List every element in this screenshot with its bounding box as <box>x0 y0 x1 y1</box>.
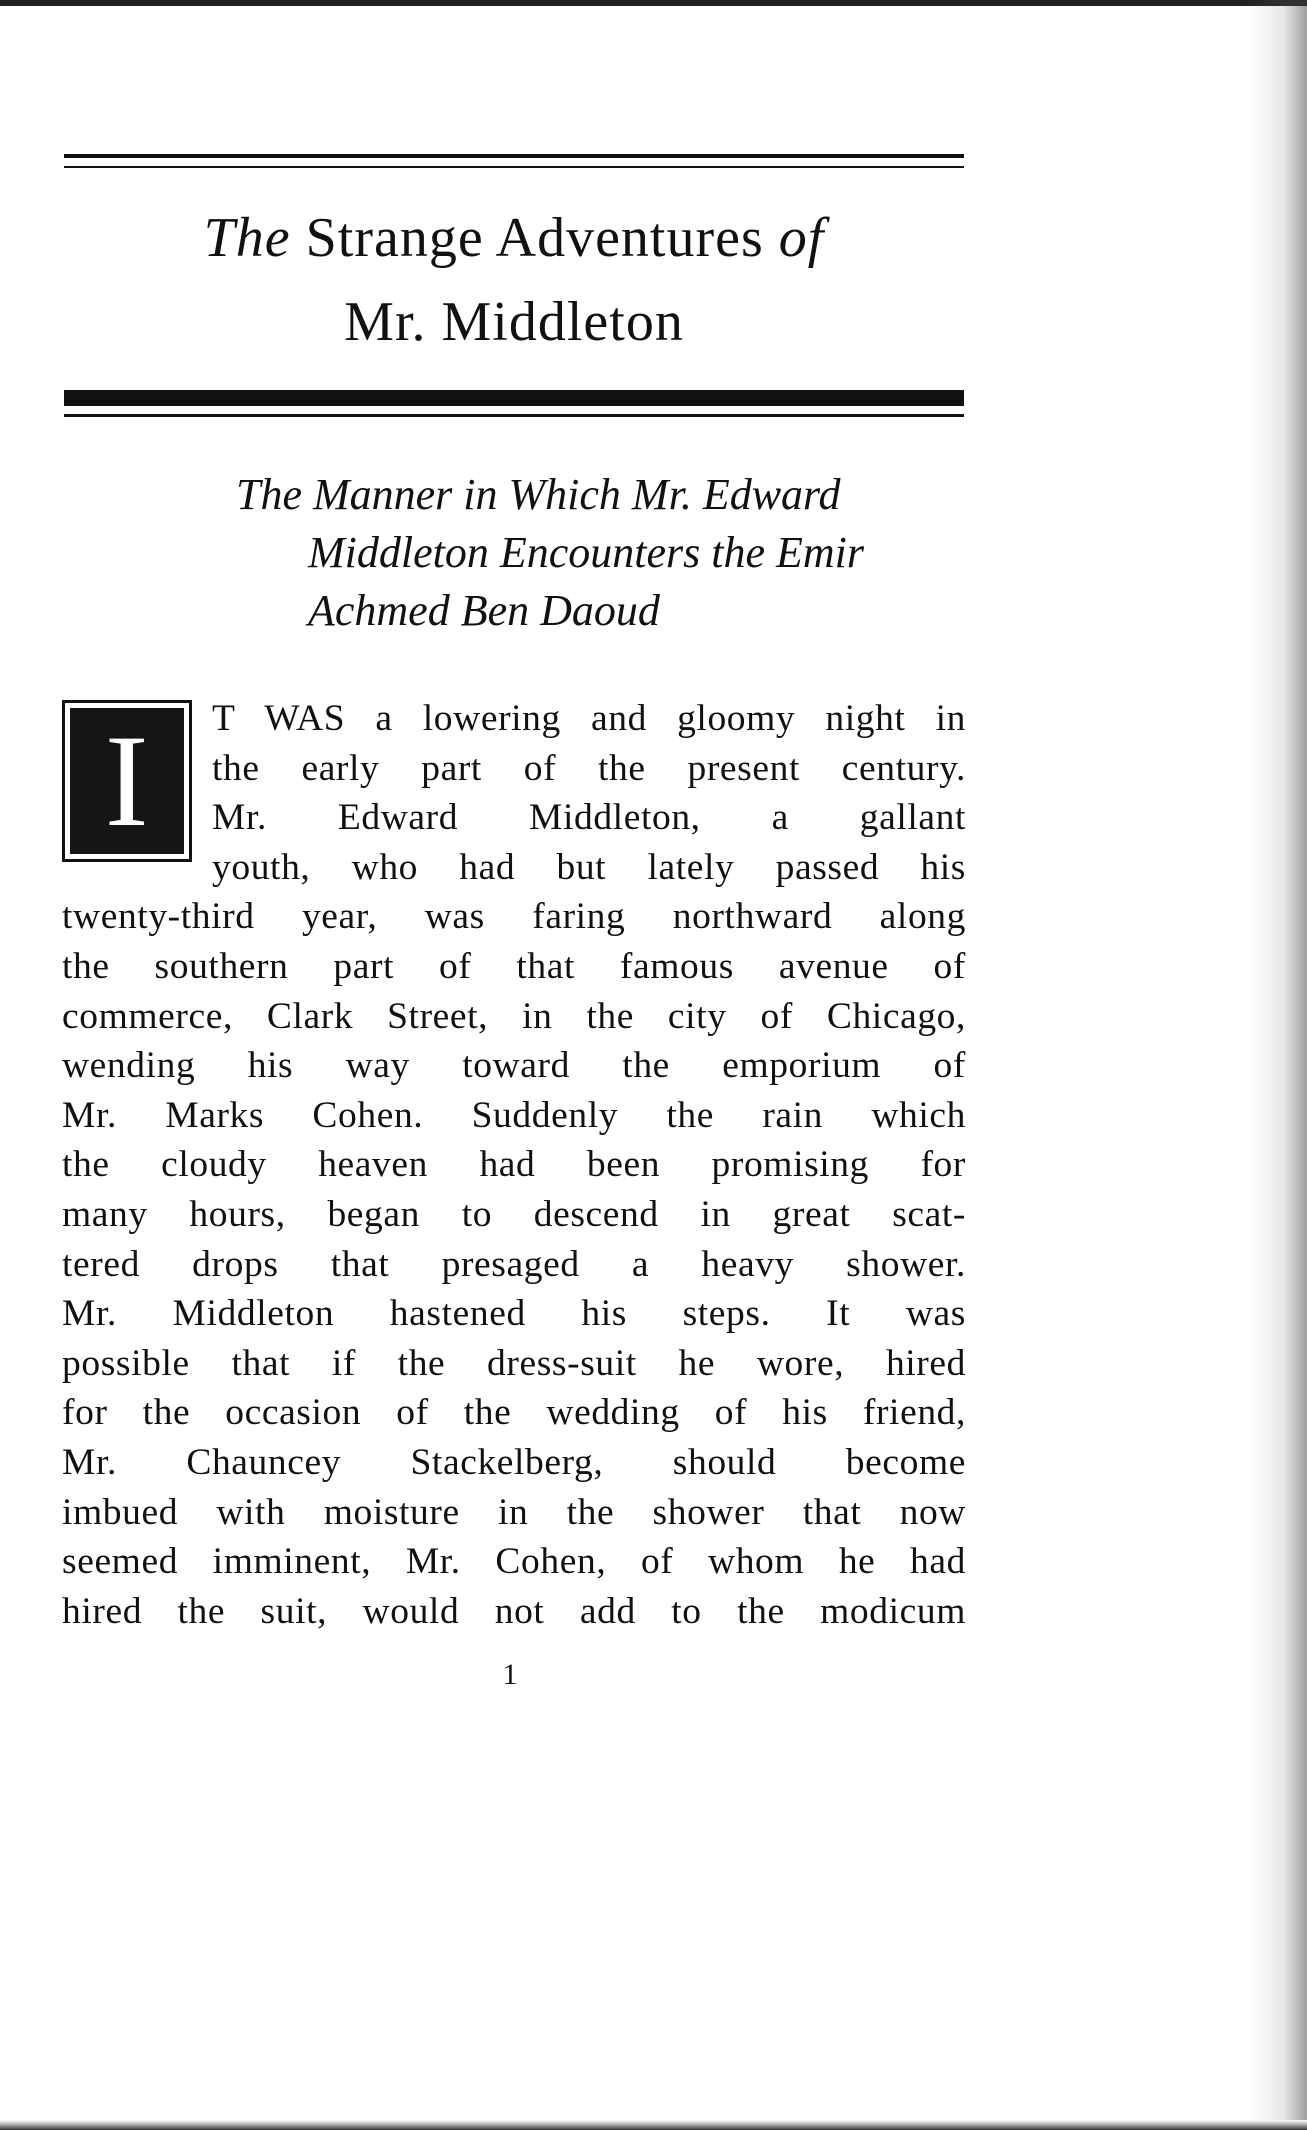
body-line: tered drops that presaged a heavy shower. <box>62 1243 966 1285</box>
subtitle-line: Achmed Ben Daoud <box>308 586 660 635</box>
top-rule-thin <box>64 166 964 168</box>
body-line: wending his way toward the emporium of <box>62 1045 966 1087</box>
body-line: hired the suit, would not add to the modicum <box>62 1590 966 1632</box>
body-line: imbued with moisture in the shower that now <box>62 1491 966 1533</box>
body-line: the southern part of that famous avenue of <box>62 945 966 987</box>
body-line: Mr. Chauncey Stackelberg, should become <box>62 1441 966 1483</box>
heavy-rule <box>64 390 964 406</box>
title-line2: Mr. Middleton <box>344 291 684 353</box>
body-line: youth, who had but lately passed his <box>212 846 966 888</box>
page-number: 1 <box>502 1658 518 1691</box>
body-line: Mr. Middleton hastened his steps. It was <box>62 1293 966 1335</box>
drop-cap: I <box>70 708 184 854</box>
body-paragraph <box>62 694 966 1636</box>
body-line: many hours, began to descend in great scat- <box>62 1193 966 1235</box>
body-line: Mr. Marks Cohen. Suddenly the rain which <box>62 1094 966 1136</box>
body-line: the early part of the present century. <box>212 747 966 789</box>
page-edge-top <box>0 0 1307 6</box>
body-line: Mr. Edward Middleton, a gallant <box>212 797 966 839</box>
chapter-subtitle <box>236 466 966 640</box>
subtitle-line: The Manner in Which Mr. Edward <box>236 470 841 519</box>
subtitle-line: Middleton Encounters the Emir <box>308 528 865 577</box>
body-line: commerce, Clark Street, in the city of Chicago, <box>62 995 966 1037</box>
light-rule <box>64 414 964 417</box>
body-line: twenty-third year, was faring northward along <box>62 896 966 938</box>
body-line: for the occasion of the wedding of his friend, <box>62 1392 966 1434</box>
body-line: T WAS a lowering and gloomy night in <box>212 698 966 739</box>
top-rule-thick <box>64 154 964 158</box>
body-line: the cloudy heaven had been promising for <box>62 1144 966 1186</box>
body-line: seemed imminent, Mr. Cohen, of whom he had <box>62 1541 966 1583</box>
title-prefix: The <box>203 207 291 269</box>
page-edge-bottom <box>0 2120 1307 2130</box>
drop-cap-frame <box>62 700 192 862</box>
title-main: Strange Adventures <box>305 207 764 269</box>
page-edge-shadow <box>1249 0 1307 2130</box>
title-connector: of <box>778 207 825 269</box>
body-line: possible that if the dress-suit he wore, hired <box>62 1342 966 1384</box>
chapter-title <box>64 196 964 364</box>
